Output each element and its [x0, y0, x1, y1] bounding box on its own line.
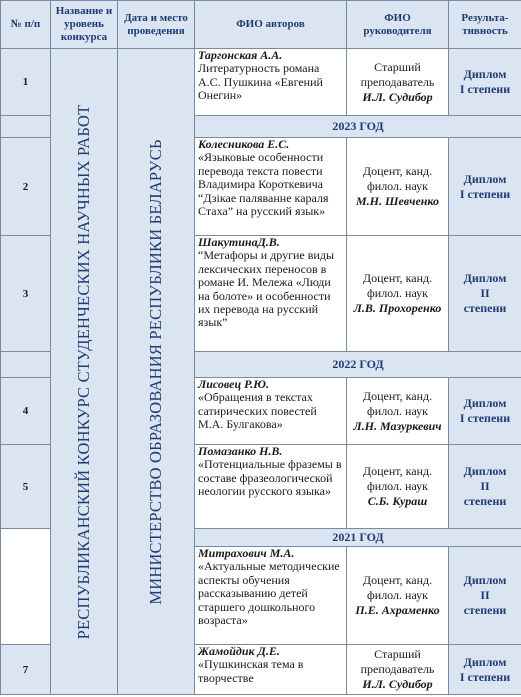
- result-line: II: [480, 479, 490, 493]
- header-row: [1, 1, 521, 49]
- place-name: МИНИСТЕРСТВО ОБРАЗОВАНИЯ РЕСПУБЛИКИ БЕЛАРУСЬ: [146, 138, 165, 605]
- header-num: № п/п: [1, 1, 51, 49]
- work-title: «Обращения в текстах сатирических повестей М.А. Булгакова»: [198, 390, 317, 432]
- header-result: Результа-тивность: [449, 1, 521, 49]
- author-name: Таргонская А.А.: [198, 48, 283, 62]
- supervisor-name: С.Б. Кураш: [367, 494, 428, 508]
- result-line: II: [480, 286, 490, 300]
- year-label: 2021 ГОД: [195, 529, 521, 547]
- row-number: 4: [1, 378, 51, 445]
- contest-name: РЕСПУБЛИКАНСКИЙ КОНКУРС СТУДЕНЧЕСКИХ НАУЧНЫХ РАБОТ: [74, 104, 93, 639]
- author-name: Митрахович М.А.: [198, 546, 295, 560]
- supervisor-role: Старший преподаватель: [360, 59, 435, 89]
- supervisor-cell: [347, 645, 449, 695]
- year-label: 2023 ГОД: [195, 116, 521, 138]
- author-cell: [195, 547, 347, 645]
- supervisor-role: Доцент, канд. филол. наук: [362, 573, 433, 602]
- supervisor-cell: [347, 547, 449, 645]
- result-cell: [449, 378, 521, 445]
- author-cell: [195, 378, 347, 445]
- header-supervisor: ФИО руководителя: [347, 1, 449, 49]
- result-line: I степени: [459, 82, 511, 96]
- work-title: «Потенциальные фраземы в составе фразеологической неологии русского языка»: [198, 457, 342, 499]
- row-number: 5: [1, 445, 51, 529]
- result-line: Диплом: [463, 396, 507, 410]
- supervisor-role: Доцент, канд. филол. наук: [362, 271, 433, 300]
- year-blank: [1, 116, 51, 138]
- result-cell: [449, 445, 521, 529]
- result-line: I степени: [459, 669, 511, 684]
- result-cell: [449, 49, 521, 116]
- result-line: Диплом: [463, 67, 507, 81]
- header-date: Дата и место проведения: [118, 1, 195, 49]
- supervisor-cell: [347, 236, 449, 352]
- supervisor-role: Доцент, канд. филол. наук: [362, 388, 433, 418]
- work-title: «Актуальные методические аспекты обучения рассказыванию детей старшего дошкольного возраста»: [198, 559, 340, 628]
- work-title: «Языковые особенности перевода текста повести Владимира Короткевича “Дзікае паляванне караля Стаха” на русский язык»: [198, 150, 329, 219]
- author-name: Колесникова Е.С.: [198, 137, 290, 151]
- supervisor-name: Л.Н. Мазуркевич: [353, 418, 442, 433]
- result-line: Диплом: [463, 654, 507, 669]
- supervisor-role: Доцент, канд. филол. наук: [362, 164, 433, 193]
- place-cell: [118, 49, 195, 695]
- author-name: ШакутинаД.В.: [198, 235, 280, 249]
- row-number: 1: [1, 49, 51, 116]
- result-line: степени: [463, 301, 507, 315]
- work-title: «Пушкинская тема в творчестве: [198, 657, 304, 685]
- result-cell: [449, 236, 521, 352]
- supervisor-name: П.Е. Ахраменко: [355, 603, 440, 617]
- row-number: 7: [1, 645, 51, 695]
- author-cell: [195, 445, 347, 529]
- author-cell: [195, 49, 347, 116]
- result-line: I степени: [459, 411, 511, 425]
- result-line: I степени: [459, 186, 511, 201]
- supervisor-role: Старший преподаватель: [360, 647, 435, 676]
- author-cell: [195, 138, 347, 236]
- table-row: [1, 49, 521, 116]
- header-contest: Название и уровень конкурса: [51, 1, 118, 49]
- result-line: степени: [463, 494, 507, 508]
- row-number: 3: [1, 236, 51, 352]
- supervisor-name: Л.В. Прохоренко: [353, 301, 442, 315]
- result-line: Диплом: [463, 464, 507, 478]
- work-title: Литературность романа А.С. Пушкина «Евгений Онегин»: [198, 61, 323, 103]
- year-blank: [1, 529, 51, 645]
- row-number: 2: [1, 138, 51, 236]
- year-label: 2022 ГОД: [195, 352, 521, 378]
- result-line: II: [480, 588, 490, 602]
- author-name: Помазанко Н.В.: [198, 444, 283, 458]
- header-authors: ФИО авторов: [195, 1, 347, 49]
- supervisor-cell: [347, 445, 449, 529]
- author-name: Лисовец Р.Ю.: [198, 377, 269, 391]
- result-cell: [449, 645, 521, 695]
- author-name: Жамойдик Д.Е.: [198, 644, 280, 658]
- work-title: “Метафоры и другие виды лексических переносов в романе И. Мележа «Люди на болоте» и особенности их перевода на русский язык”: [198, 248, 335, 330]
- supervisor-name: И.Л. Судибор: [362, 89, 433, 104]
- result-line: Диплом: [463, 271, 507, 285]
- supervisor-role: Доцент, канд. филол. наук: [362, 464, 433, 493]
- result-line: Диплом: [463, 573, 507, 587]
- supervisor-cell: [347, 378, 449, 445]
- supervisor-cell: [347, 49, 449, 116]
- year-blank: [1, 352, 51, 378]
- supervisor-cell: [347, 138, 449, 236]
- result-cell: [449, 547, 521, 645]
- author-cell: [195, 645, 347, 695]
- supervisor-name: М.Н. Шевченко: [355, 194, 440, 208]
- result-line: степени: [463, 603, 507, 617]
- result-line: Диплом: [463, 171, 507, 186]
- result-cell: [449, 138, 521, 236]
- contest-name-cell: [51, 49, 118, 695]
- author-cell: [195, 236, 347, 352]
- supervisor-name: И.Л. Судибор: [362, 677, 433, 691]
